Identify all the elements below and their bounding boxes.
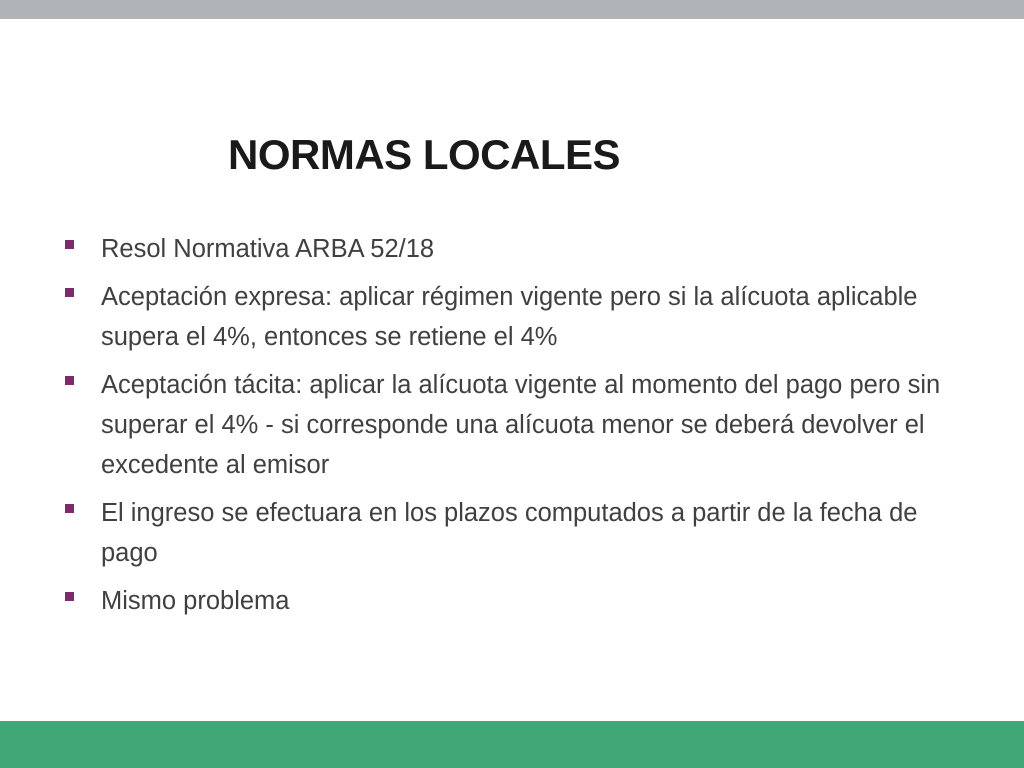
square-bullet-icon bbox=[65, 240, 74, 249]
bullet-item bbox=[62, 229, 962, 269]
bullet-text: Aceptación tácita: aplicar la alícuota vigente al momento del pago pero sin superar el 4% - si corresponde una alícuota menor se deberá devolver el excedente al emisor bbox=[101, 371, 941, 479]
top-accent-bar bbox=[0, 0, 1024, 19]
bullet-text: El ingreso se efectuara en los plazos computados a partir de la fecha de pago bbox=[101, 499, 918, 567]
bullet-text: Aceptación expresa: aplicar régimen vigente pero si la alícuota aplicable supera el 4%, entonces se retiene el 4% bbox=[101, 283, 918, 351]
bullet-text: Resol Normativa ARBA 52/18 bbox=[101, 235, 435, 263]
square-bullet-icon bbox=[65, 288, 74, 297]
bullet-text: Mismo problema bbox=[101, 587, 290, 615]
bottom-accent-bar bbox=[0, 721, 1024, 768]
square-bullet-icon bbox=[65, 504, 74, 513]
bullet-list bbox=[62, 229, 962, 629]
bullet-item bbox=[62, 581, 962, 621]
square-bullet-icon bbox=[65, 592, 74, 601]
square-bullet-icon bbox=[65, 376, 74, 385]
bullet-item bbox=[62, 493, 962, 573]
slide-title: NORMAS LOCALES bbox=[228, 131, 620, 178]
bullet-item bbox=[62, 277, 962, 357]
bullet-item bbox=[62, 365, 962, 485]
